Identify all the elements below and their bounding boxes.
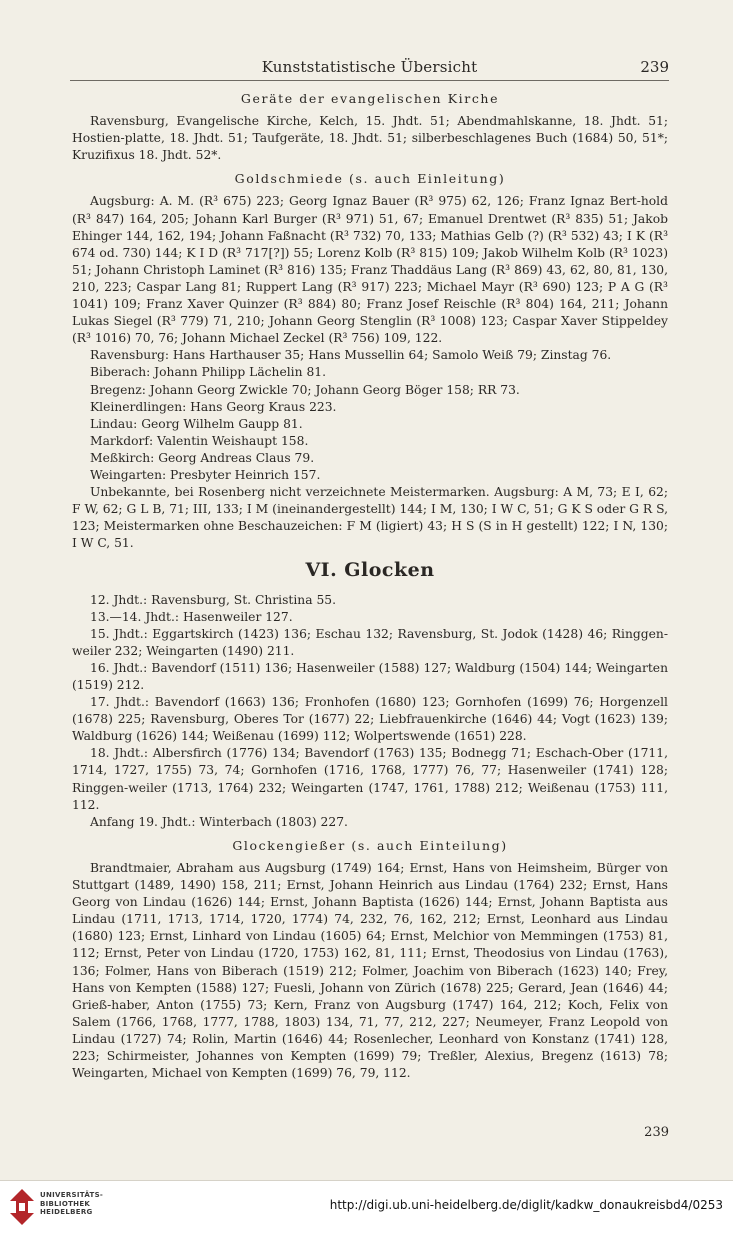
paragraph: Ravensburg, Evangelische Kirche, Kelch, 15. Jhdt. 51; Abendmahlskanne, 18. Jhdt. 51; Hostien-platte, 18. Jhdt. 51; Taufgeräte, 18. Jhdt. 51; silberbeschlagenes Buch (1684) 50, 51*; Kruzifixus 18. Jhdt. 52*.: [72, 114, 668, 163]
library-seal-icon[interactable]: [8, 1187, 36, 1227]
paragraph: 12. Jhdt.: Ravensburg, St. Christina 55.: [90, 592, 336, 607]
viewer-footer-bar: [0, 1180, 733, 1233]
paragraph: Ravensburg: Hans Harthauser 35; Hans Mussellin 64; Samolo Weiß 79; Zinstag 76.: [90, 348, 612, 363]
paragraph: 17. Jhdt.: Bavendorf (1663) 136; Fronhofen (1680) 123; Gornhofen (1699) 76; Horgenzell (1678) 225; Ravensburg, Oberes Tor (1677) 22; Liebfrauenkirche (1646) 44; Vogt (1623) 139; Waldburg (1626) 144; Weißenau (1699) 112; Wolpertswende (1651) 228.: [72, 695, 668, 744]
running-head-title: Kunststatistische Übersicht: [261, 58, 478, 76]
section-subhead-goldschmiede: Goldschmiede (s. auch Einleitung): [234, 171, 506, 187]
chapter-title: VI. Glocken: [305, 559, 435, 582]
section-subhead-geraete: Geräte der evangelischen Kirche: [240, 91, 500, 106]
library-name-line: HEIDELBERG: [40, 1208, 93, 1216]
paragraph: 18. Jhdt.: Albersfirch (1776) 134; Bavendorf (1763) 135; Bodnegg 71; Eschach-Ober (1711, 1714, 1727, 1755) 73, 74; Gornhofen (1716, 1768, 1777) 76, 77; Hasenweiler (1741) 128; Ringgen-weiler (1713, 1764) 232; Weingarten (1747, 1761, 1788) 212; Weißenau (1753) 111, 112.: [72, 746, 668, 812]
paragraph: Weingarten: Presbyter Heinrich 157.: [90, 467, 321, 482]
paragraph: 16. Jhdt.: Bavendorf (1511) 136; Hasenweiler (1588) 127; Waldburg (1504) 144; Weingarten (1519) 212.: [72, 660, 668, 692]
paragraph: Unbekannte, bei Rosenberg nicht verzeichnete Meistermarken. Augsburg: A M, 73; E I, 62; F W, 62; G L B, 71; III, 133; I M (ineinandergestellt) 144; I M, 130; I W C, 51; G K S oder G R S, 123; Meistermarken ohne Beschauzeichen: F M (ligiert) 43; H S (S in H gestellt) 122; I N, 130; I W C, 51.: [72, 485, 668, 551]
paragraph: Meßkirch: Georg Andreas Claus 79.: [90, 450, 315, 465]
section-subhead-glockengiesser: Glockengießer (s. auch Einteilung): [232, 837, 508, 853]
paragraph: Lindau: Georg Wilhelm Gaupp 81.: [90, 416, 303, 431]
paragraph: Kleinerdlingen: Hans Georg Kraus 223.: [90, 399, 337, 414]
paragraph: Augsburg: A. M. (R³ 675) 223; Georg Ignaz Bauer (R³ 975) 62, 126; Franz Ignaz Bert-hold (R³ 847) 164, 205; Johann Karl Burger (R³ 971) 51, 67; Emanuel Drentwet (R³ 835) 51; Jakob Ehinger 144, 162, 194; Johann Faßnacht (R³ 732) 70, 133; Mathias Gelb (?) (R³ 532) 43; I K (R³ 674 od. 730) 144; K I D (R³ 717[?]) 55; Lorenz Kolb (R³ 815) 109; Jakob Wilhelm Kolb (R³ 1023) 51; Johann Christoph Laminet (R³ 816) 135; Franz Thaddäus Lang (R³ 869) 43, 62, 80, 81, 130, 210, 223; Caspar Lang 81; Ruppert Lang (R³ 917) 223; Michael Mayr (R³ 690) 123; P A G (R³ 1041) 109; Franz Xaver Quinzer (R³ 884) 80; Franz Josef Reischle (R³ 804) 164, 211; Johann Lukas Siegel (R³ 779) 71, 210; Johann Georg Stenglin (R³ 1008) 123; Caspar Xaver Stippeldey (R³ 1016) 70, 76; Johann Michael Zeckel (R³ 756) 109, 122.: [72, 194, 668, 346]
paragraph: Biberach: Johann Philipp Lächelin 81.: [90, 365, 326, 380]
running-head: [70, 56, 669, 81]
paragraph: Brandtmaier, Abraham aus Augsburg (1749) 164; Ernst, Hans von Heimsheim, Bürger von Stuttgart (1489, 1490) 158, 211; Ernst, Johann Heinrich aus Lindau (1764) 232; Ernst, Hans Georg von Lindau (1626) 144; Ernst, Johann Baptista (1626) 144; Ernst, Johann Baptista aus Lindau (1711, 1713, 1714, 1720, 1774) 74, 232, 76, 162, 212; Ernst, Leonhard aus Lindau (1680) 123; Ernst, Linhard von Lindau (1605) 64; Ernst, Melchior von Memmingen (1753) 81, 112; Ernst, Peter von Lindau (1720, 1753) 162, 81, 111; Ernst, Theodosius von Lindau (1763), 136; Folmer, Hans von Biberach (1519) 212; Folmer, Joachim von Biberach (1623) 140; Frey, Hans von Kempten (1588) 127; Fuesli, Johann von Zürich (1678) 225; Gerard, Jean (1646) 44; Grieß-haber, Anton (1755) 73; Kern, Franz von Augsburg (1747) 164, 212; Koch, Felix von Salem (1766, 1768, 1777, 1788, 1803) 134, 71, 77, 212, 227; Neumeyer, Franz Leopold von Lindau (1727) 74; Rolin, Martin (1646) 44; Rosenlecher, Leonhard von Konstanz (1741) 128, 223; Schirmeister, Johannes von Kempten (1699) 79; Treßler, Alexius, Bregenz (1613) 78; Weingarten, Michael von Kempten (1699) 76, 79, 112.: [72, 860, 668, 1081]
paragraph: Anfang 19. Jhdt.: Winterbach (1803) 227.: [90, 814, 348, 829]
library-name: [40, 1191, 103, 1217]
footer-page-number: 239: [644, 1125, 669, 1140]
library-name-line: UNIVERSITÄTS-: [40, 1191, 104, 1199]
paragraph: Bregenz: Johann Georg Zwickle 70; Johann Georg Böger 158; RR 73.: [90, 382, 520, 397]
paragraph: Markdorf: Valentin Weishaupt 158.: [90, 433, 309, 448]
library-name-line: BIBLIOTHEK: [40, 1199, 91, 1208]
source-url-link[interactable]: http://digi.ub.uni-heidelberg.de/diglit/kadkw_donaukreisbd4/0253: [329, 1198, 723, 1212]
paragraph: 13.—14. Jhdt.: Hasenweiler 127.: [90, 609, 293, 624]
paragraph: 15. Jhdt.: Eggartskirch (1423) 136; Eschau 132; Ravensburg, St. Jodok (1428) 46; Ringgen-weiler 232; Weingarten (1490) 211.: [72, 626, 668, 658]
running-head-page-number: 239: [640, 58, 669, 76]
page-body: [72, 90, 668, 1082]
